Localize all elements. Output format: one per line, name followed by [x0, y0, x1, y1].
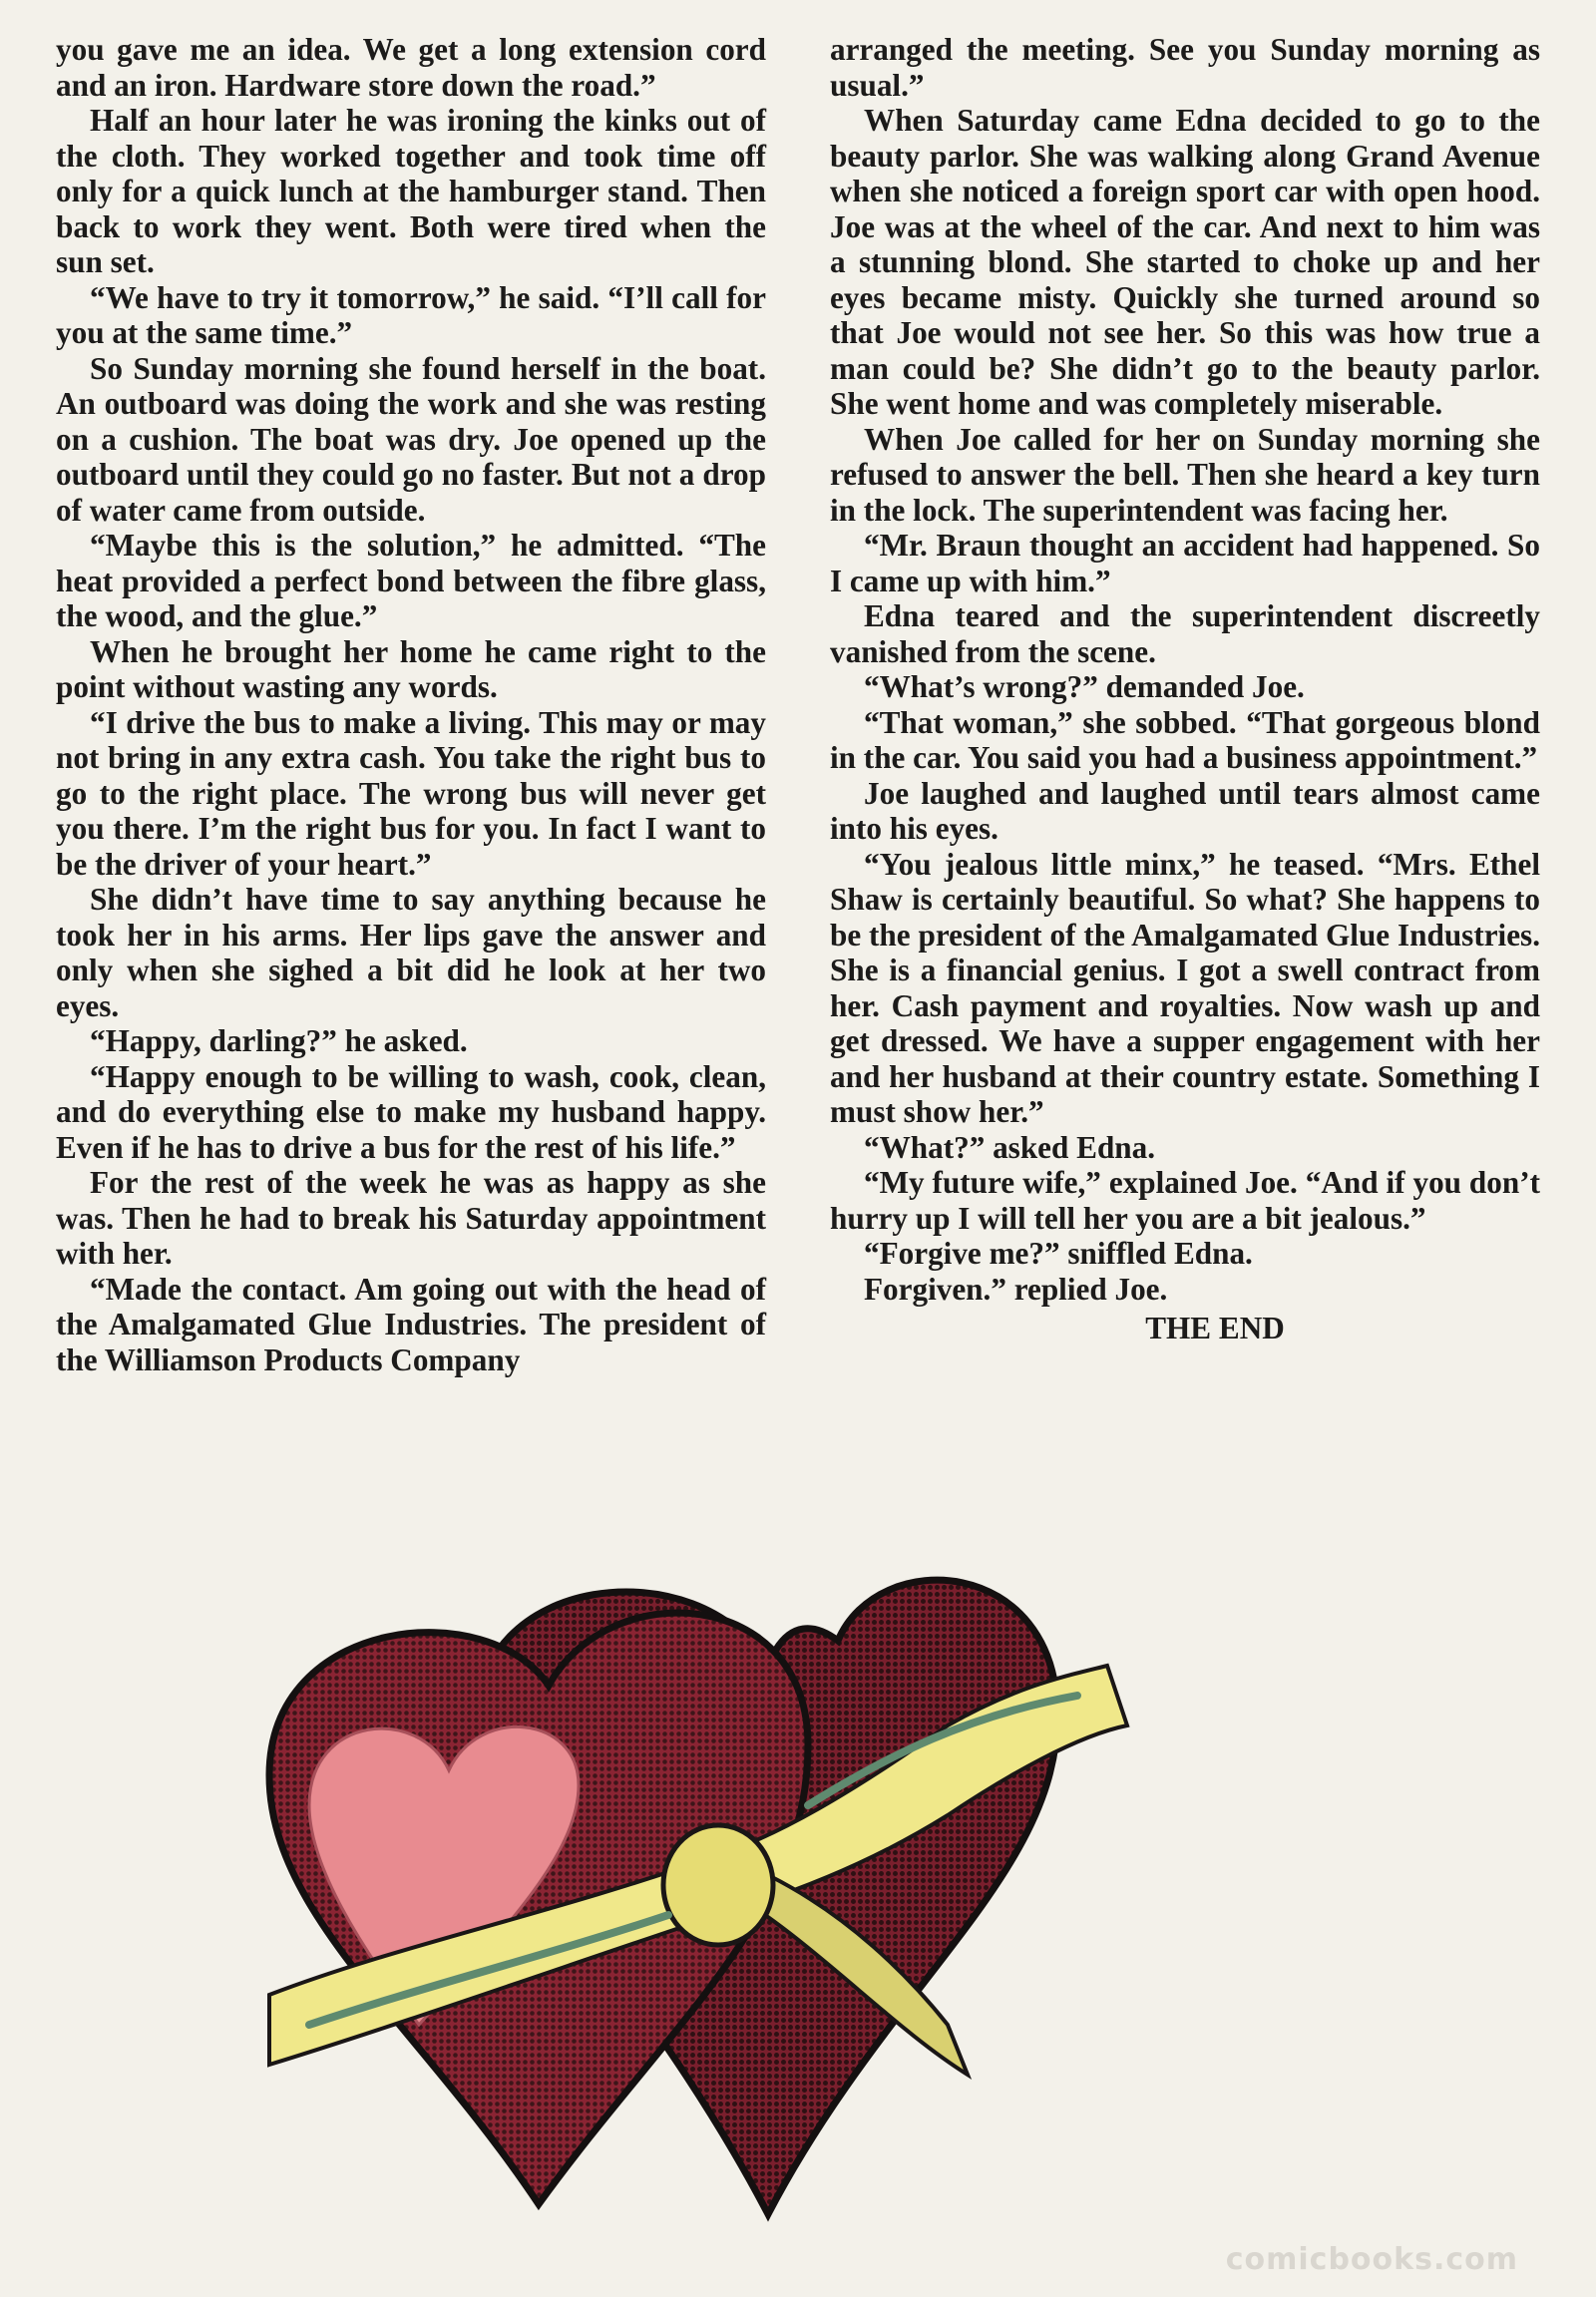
story-paragraph: “Mr. Braun thought an accident had happened. So I came up with him.”: [830, 528, 1540, 598]
the-end-label: THE END: [1145, 1311, 1285, 1345]
story-paragraph: “Made the contact. Am going out with the head of the Amalgamated Glue Industries. The president of the Williamson Products Company: [56, 1271, 766, 1377]
story-paragraph: “I drive the bus to make a living. This may or may not bring in any extra cash. You take the right bus to go to the right place. The wrong bus will never get you there. I’m the right bus for you. In fact I want to be the driver of your heart.”: [56, 704, 766, 882]
story-column-left: [56, 32, 766, 1377]
story-paragraph: When Joe called for her on Sunday morning she refused to answer the bell. Then she heard a key turn in the lock. The superintendent was facing her.: [830, 421, 1540, 528]
story-paragraph: “Happy enough to be willing to wash, cook, clean, and do everything else to make my husband happy. Even if he has to drive a bus for the rest of his life.”: [56, 1058, 766, 1165]
story-paragraph: “Forgive me?” sniffled Edna.: [864, 1236, 1253, 1271]
story-paragraph: She didn’t have time to say anything because he took her in his arms. Her lips gave the answer and only when she sighed a bit did he look at her two eyes.: [56, 882, 766, 1023]
story-paragraph: “We have to try it tomorrow,” he said. “I’ll call for you at the same time.”: [56, 279, 766, 350]
story-paragraph: Forgiven.” replied Joe.: [864, 1271, 1168, 1307]
story-paragraph: arranged the meeting. See you Sunday morning as usual.”: [830, 32, 1540, 103]
story-paragraph: “That woman,” she sobbed. “That gorgeous blond in the car. You said you had a business appointment.”: [830, 704, 1540, 775]
story-paragraph: “You jealous little minx,” he teased. “Mrs. Ethel Shaw is certainly beautiful. So what? She happens to be the president of the Amalgamated Glue Industries. She is a financial genius. I got a swell contract from her. Cash payment and royalties. Now wash up and get dressed. We have a supper engagement with her and her husband at their country estate. Something I must show her.”: [830, 846, 1540, 1129]
story-column-right: [830, 32, 1540, 1346]
story-paragraph: Joe laughed and laughed until tears almost came into his eyes.: [830, 775, 1540, 846]
story-paragraph: you gave me an idea. We get a long extension cord and an iron. Hardware store down the road.”: [56, 32, 766, 103]
story-paragraph: When he brought her home he came right to the point without wasting any words.: [56, 633, 766, 704]
story-paragraph: Half an hour later he was ironing the kinks out of the cloth. They worked together and took time off only for a quick lunch at the hamburger stand. Then back to work they went. Both were tired when the sun set.: [56, 103, 766, 279]
story-paragraph: For the rest of the week he was as happy as she was. Then he had to break his Saturday appointment with her.: [56, 1165, 766, 1271]
story-paragraph: “Happy, darling?” he asked.: [90, 1023, 468, 1058]
story-paragraph: When Saturday came Edna decided to go to the beauty parlor. She was walking along Grand Avenue when she noticed a foreign sport car with open hood. Joe was at the wheel of the car. And next to him was a stunning blond. She started to choke up and her eyes became misty. Quickly she turned around so that Joe would not see her. So this was how true a man could be? She didn’t go to the beauty parlor. She went home and was completely miserable.: [830, 103, 1540, 421]
story-paragraph: “What?” asked Edna.: [864, 1129, 1156, 1165]
ribbon-knot: [663, 1825, 773, 1945]
hearts-illustration: [249, 1556, 1347, 2254]
watermark: comicbooks.com: [1225, 2242, 1518, 2277]
story-paragraph: “What’s wrong?” demanded Joe.: [864, 669, 1305, 704]
story-paragraph: “Maybe this is the solution,” he admitted. “The heat provided a perfect bond between the fibre glass, the wood, and the glue.”: [56, 528, 766, 633]
story-paragraph: Edna teared and the superintendent discreetly vanished from the scene.: [830, 598, 1540, 669]
story-paragraph: So Sunday morning she found herself in the boat. An outboard was doing the work and she was resting on a cushion. The boat was dry. Joe opened up the outboard until they could go no faster. But not a drop of water came from outside.: [56, 350, 766, 528]
story-paragraph: “My future wife,” explained Joe. “And if you don’t hurry up I will tell her you are a bit jealous.”: [830, 1165, 1540, 1236]
